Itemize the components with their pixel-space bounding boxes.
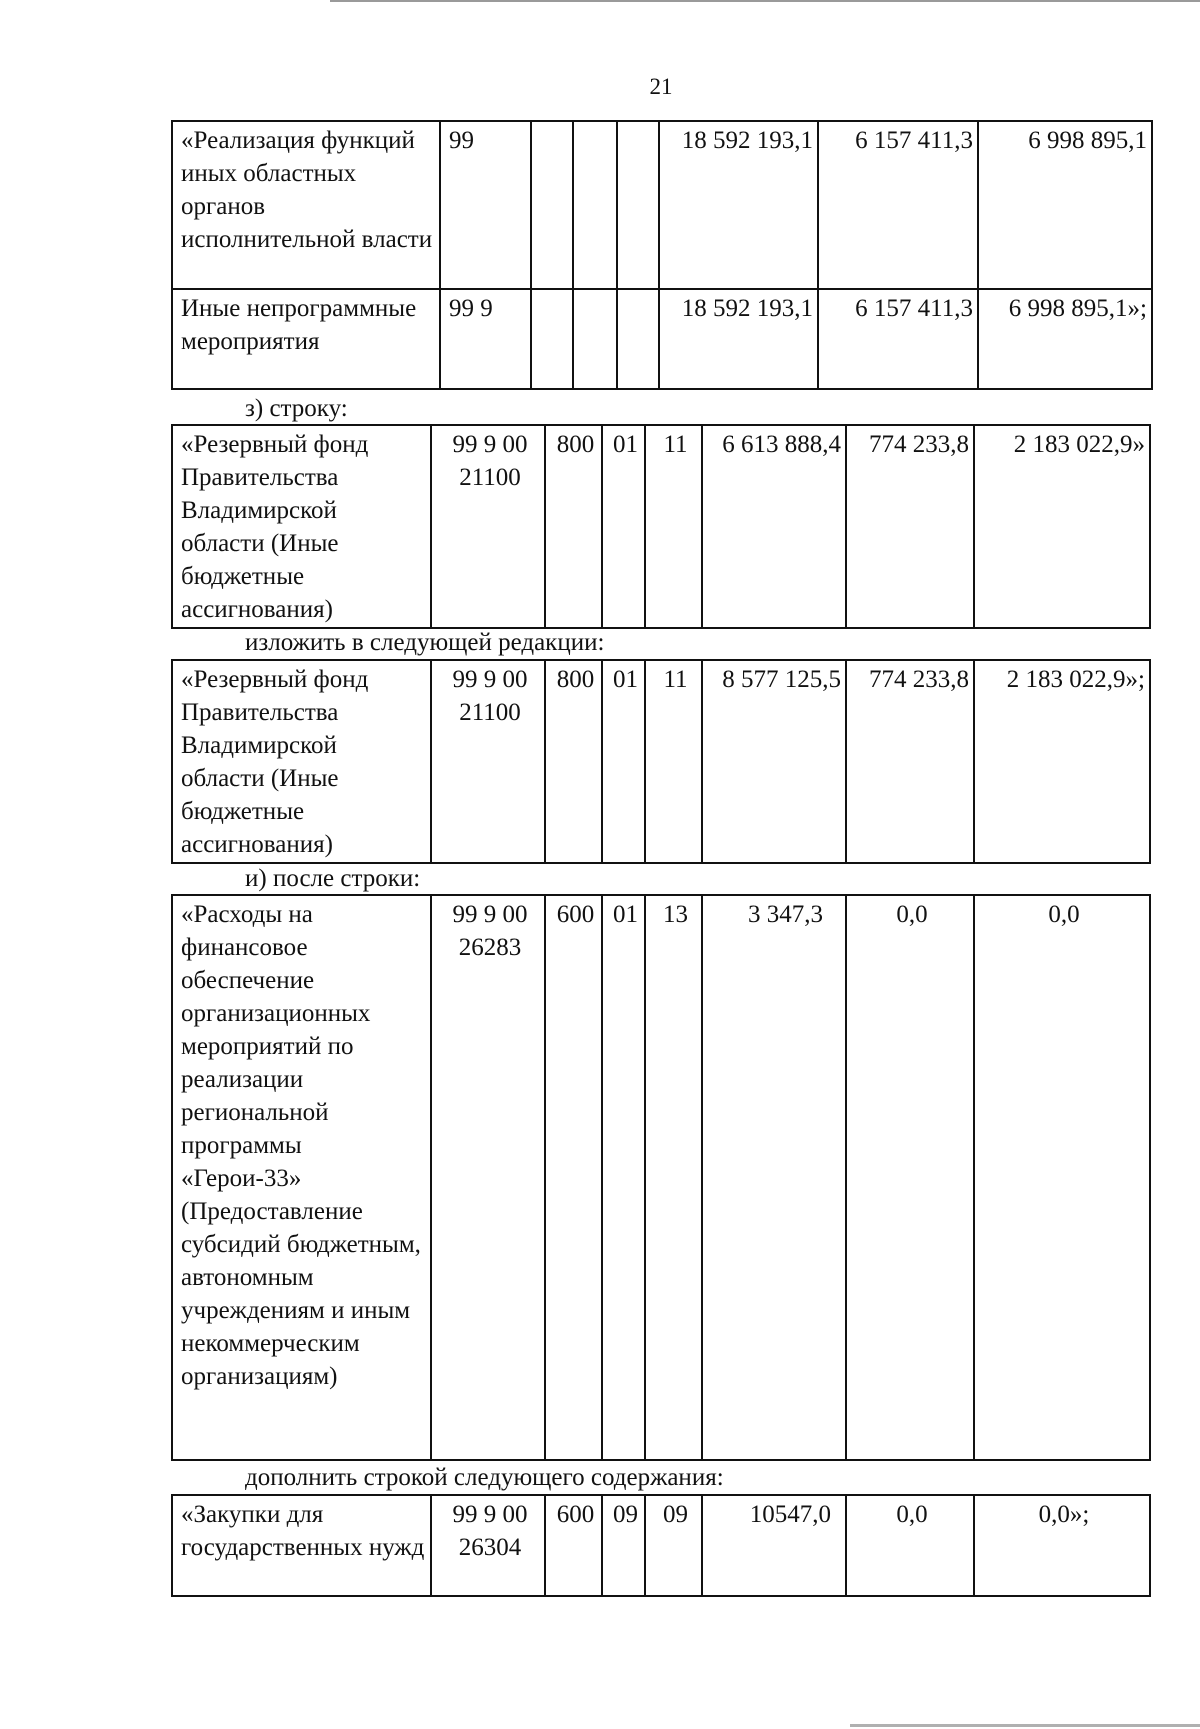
subsection-cell: 11: [645, 660, 702, 863]
table-row: [172, 895, 1150, 1460]
amount-year-3-cell: 6 998 895,1: [978, 121, 1152, 289]
subsection-cell: 11: [645, 425, 702, 628]
section-cell: 01: [602, 660, 645, 863]
amount-year-1-cell: 18 592 193,1: [659, 289, 818, 389]
subsection-cell: [617, 121, 659, 289]
amount-year-3-cell: 0,0: [974, 895, 1150, 1460]
expense-type-cell: 600: [545, 1495, 602, 1596]
target-code-cell: 99 9: [440, 289, 531, 389]
expense-type-cell: 800: [545, 660, 602, 863]
budget-table-1: [171, 120, 1153, 390]
target-code-cell: 99: [440, 121, 531, 289]
amount-year-3-cell: 2 183 022,9»: [974, 425, 1150, 628]
budget-table-3: [171, 659, 1151, 864]
target-code-cell: 99 9 00 21100: [431, 425, 545, 628]
section-cell: [573, 289, 617, 389]
subsection-cell: [617, 289, 659, 389]
connector-text: изложить в следующей редакции:: [245, 629, 605, 656]
page-number: 21: [649, 74, 673, 99]
table-row: [172, 289, 1152, 389]
amount-year-2-cell: 774 233,8: [846, 660, 974, 863]
row-name-cell: «Реализация функций иных областных органов исполнительной власти: [172, 121, 440, 289]
expense-type-cell: 600: [545, 895, 602, 1460]
amount-year-2-cell: 0,0: [846, 895, 974, 1460]
section-cell: 09: [602, 1495, 645, 1596]
amount-year-3-cell: 2 183 022,9»;: [974, 660, 1150, 863]
expense-type-cell: [531, 289, 573, 389]
scan-edge-top: [330, 0, 1200, 2]
budget-table-2: [171, 424, 1151, 629]
row-name-cell: «Резервный фонд Правительства Владимирской области (Иные бюджетные ассигнования): [172, 425, 431, 628]
amount-year-1-cell: 8 577 125,5: [702, 660, 846, 863]
subsection-cell: 09: [645, 1495, 702, 1596]
section-cell: 01: [602, 895, 645, 1460]
budget-table-5: [171, 1494, 1151, 1597]
amount-year-2-cell: 6 157 411,3: [818, 121, 978, 289]
connector-text: и) после строки:: [245, 865, 421, 892]
table-row: [172, 121, 1152, 289]
section-cell: [573, 121, 617, 289]
amount-year-1-cell: 6 613 888,4: [702, 425, 846, 628]
connector-text: дополнить строкой следующего содержания:: [245, 1464, 724, 1491]
amount-year-2-cell: 0,0: [846, 1495, 974, 1596]
scan-edge-bottom: [850, 1724, 1200, 1727]
target-code-cell: 99 9 00 26283: [431, 895, 545, 1460]
amount-year-2-cell: 6 157 411,3: [818, 289, 978, 389]
section-cell: 01: [602, 425, 645, 628]
row-name-cell: «Расходы на финансовое обеспечение организационных мероприятий по реализации региональной программы «Герои-33» (Предоставление субсидий бюджетным, автономным учреждениям и иным некоммерческим организациям): [172, 895, 431, 1460]
connector-text: з) строку:: [245, 395, 348, 422]
amount-year-1-cell: 18 592 193,1: [659, 121, 818, 289]
table-row: [172, 660, 1150, 863]
subsection-cell: 13: [645, 895, 702, 1460]
expense-type-cell: 800: [545, 425, 602, 628]
budget-table-4: [171, 894, 1151, 1461]
row-name-cell: Иные непрограммные мероприятия: [172, 289, 440, 389]
amount-year-3-cell: 6 998 895,1»;: [978, 289, 1152, 389]
amount-year-1-cell: 3 347,3: [702, 895, 846, 1460]
table-row: [172, 1495, 1150, 1596]
amount-year-1-cell: 10547,0: [702, 1495, 846, 1596]
amount-year-3-cell: 0,0»;: [974, 1495, 1150, 1596]
row-name-cell: «Резервный фонд Правительства Владимирской области (Иные бюджетные ассигнования): [172, 660, 431, 863]
target-code-cell: 99 9 00 26304: [431, 1495, 545, 1596]
table-row: [172, 425, 1150, 628]
row-name-cell: «Закупки для государственных нужд: [172, 1495, 431, 1596]
amount-year-2-cell: 774 233,8: [846, 425, 974, 628]
target-code-cell: 99 9 00 21100: [431, 660, 545, 863]
expense-type-cell: [531, 121, 573, 289]
